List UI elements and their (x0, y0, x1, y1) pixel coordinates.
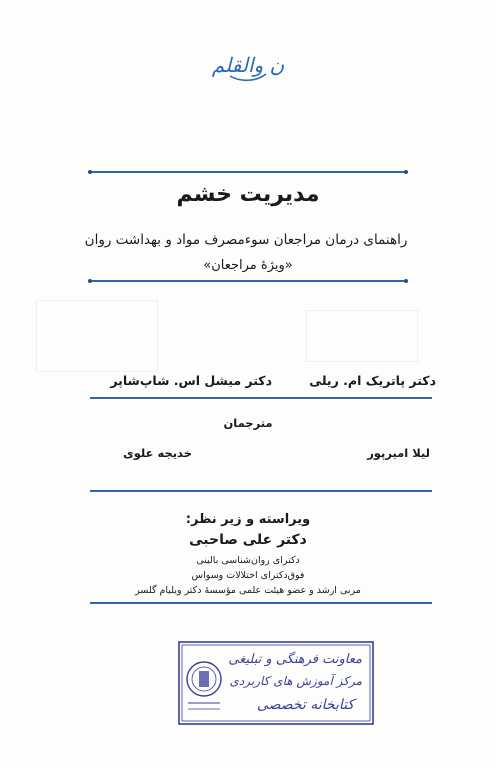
editor-credential-2: فوق‌دکترای اختلالات وسواس (191, 570, 305, 581)
author-1: دکتر پاتریک ام. ریلی (309, 373, 436, 388)
translator-1: لیلا امیرپور (367, 446, 430, 460)
svg-text:ن والقلم: ن والقلم (211, 53, 285, 77)
publisher-logo-graphic (211, 38, 285, 90)
author-2: دکتر میشل اس. شاپ‌شاپر (110, 373, 272, 388)
svg-text:کتابخانه تخصصی: کتابخانه تخصصی (256, 697, 354, 713)
editor-divider (90, 602, 432, 603)
translator-2: خدیجه علوی (123, 446, 192, 460)
svg-text:معاونت فرهنگی و تبلیغی: معاونت فرهنگی و تبلیغی (228, 652, 362, 667)
svg-text:مرکز آموزش های کاربردی: مرکز آموزش های کاربردی (229, 674, 362, 688)
translators-divider (90, 490, 432, 491)
book-title: مدیریت خشم (176, 182, 320, 207)
publisher-logo (211, 38, 285, 90)
book-subtitle: راهنمای درمان مراجعان سوءمصرف مواد و بهداشت روان (84, 232, 408, 248)
translators-label: مترجمان (223, 416, 273, 430)
edition-note: «ویژۀ مراجعان» (203, 258, 293, 273)
editor-credential-1: دکترای روان‌شناسی بالینی (196, 555, 300, 566)
editor-credential-3: مربی ارشد و عضو هیئت علمی مؤسسهٔ دکتر ویلیام گلسر (135, 585, 361, 596)
subtitle-divider (90, 280, 406, 281)
top-divider (90, 171, 406, 172)
editor-name: دکتر علی صاحبی (189, 532, 307, 548)
bleed-through-marks (36, 300, 446, 380)
library-stamp (178, 641, 374, 725)
editor-label: ویراسته و زیر نظر: (185, 512, 311, 527)
authors-divider (90, 397, 432, 398)
library-stamp-graphic (178, 641, 374, 725)
